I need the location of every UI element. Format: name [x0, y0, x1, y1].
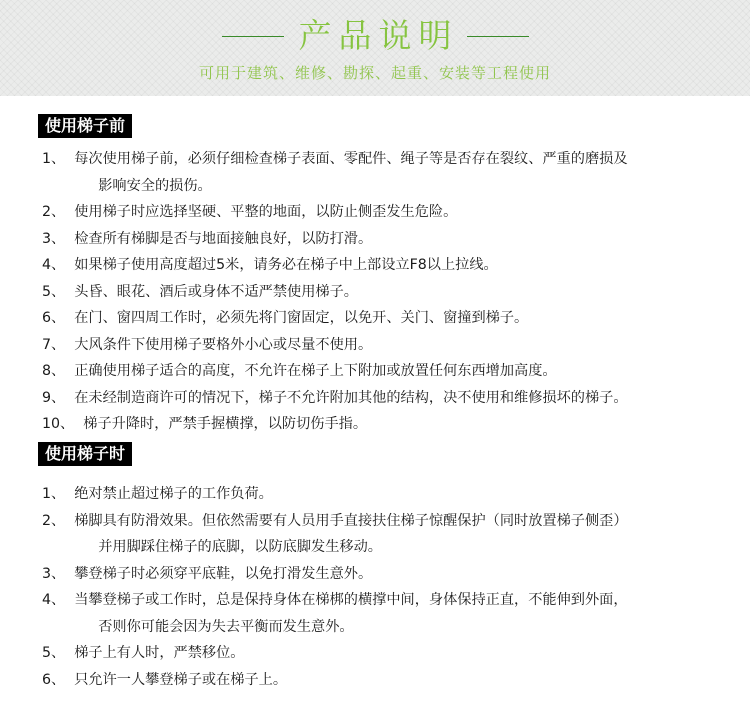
list-item [42, 358, 742, 385]
title-divider-right [467, 36, 529, 37]
list-item-text [74, 332, 742, 359]
list-item [42, 305, 742, 332]
list-item-continuation-line: 并用脚踩住梯子的底脚，以防底脚发生移动。 [98, 539, 382, 555]
title-divider-left [222, 36, 284, 37]
list-item-number: 2、 [42, 512, 75, 529]
list-item [42, 385, 742, 412]
list-item-line: 只允许一人攀登梯子或在梯子上。 [74, 671, 288, 688]
list-item-text [74, 279, 742, 306]
list-item-text [74, 358, 742, 385]
list-item-line: 梯脚具有防滑效果。但依然需要有人员用手直接扶住梯子惊醒保护（同时放置梯子侧歪） [74, 512, 628, 529]
list-item-line: 绝对禁止超过梯子的工作负荷。 [74, 486, 273, 502]
list-item [42, 332, 742, 359]
list-item-text [83, 411, 742, 438]
list-item-line: 在门、窗四周工作时，必须先将门窗固定，以免开、关门、窗撞到梯子。 [74, 310, 529, 326]
section-heading-during-use: 使用梯子时 [38, 442, 132, 466]
before-use-list [42, 146, 742, 438]
list-item-line: 头昏、眼花、酒后或身体不适严禁使用梯子。 [74, 283, 358, 300]
list-item-number: 3、 [42, 565, 75, 582]
list-item-number: 10、 [42, 416, 84, 432]
list-item-number: 7、 [42, 336, 75, 353]
list-item-text [74, 385, 742, 412]
list-item-continuation-line: 否则你可能会因为失去平衡而发生意外。 [98, 618, 354, 635]
list-item-line: 检查所有梯脚是否与地面接触良好，以防打滑。 [74, 230, 373, 247]
list-item-text [74, 305, 742, 332]
list-item [42, 199, 742, 226]
page-subtitle: 可用于建筑、维修、勘探、起重、安装等工程使用 [198, 64, 551, 82]
list-item [42, 146, 742, 199]
list-item [42, 587, 742, 640]
list-item-number: 2、 [42, 204, 75, 220]
list-item-text [74, 226, 742, 253]
list-item-text [74, 640, 742, 667]
during-use-list [42, 481, 742, 693]
list-item-text [74, 667, 742, 694]
list-item [42, 481, 742, 508]
list-item-number: 1、 [42, 486, 75, 502]
list-item-text [74, 508, 742, 561]
list-item-number: 1、 [42, 151, 75, 167]
page-title: 产品说明 [298, 16, 459, 55]
list-item [42, 279, 742, 306]
list-item-line: 使用梯子时应选择坚硬、平整的地面，以防止侧歪发生危险。 [74, 204, 458, 220]
list-item [42, 561, 742, 588]
title-row [0, 14, 750, 58]
header-banner [0, 0, 750, 96]
list-item-text [74, 481, 742, 508]
list-item-continuation-line: 影响安全的损伤。 [98, 177, 212, 194]
list-item [42, 667, 742, 694]
list-item [42, 226, 742, 253]
list-item-line: 梯子上有人时，严禁移位。 [74, 645, 245, 661]
list-item-text [74, 587, 742, 640]
list-item-line: 正确使用梯子适合的高度，不允许在梯子上下附加或放置任何东西增加高度。 [74, 363, 557, 379]
list-item-line: 如果梯子使用高度超过5米，请务必在梯子中上部设立F8以上拉线。 [74, 257, 498, 273]
list-item [42, 411, 742, 438]
list-item-number: 4、 [42, 257, 75, 273]
list-item-number: 4、 [42, 592, 75, 608]
list-item [42, 640, 742, 667]
list-item-line: 每次使用梯子前，必须仔细检查梯子表面、零配件、绳子等是否存在裂纹、严重的磨损及 [74, 151, 628, 167]
list-item-text [74, 252, 742, 279]
list-item-line: 梯子升降时，严禁手握横撑，以防切伤手指。 [83, 416, 368, 432]
list-item-number: 3、 [42, 230, 75, 247]
list-item-number: 8、 [42, 363, 75, 379]
list-item-text [74, 199, 742, 226]
list-item-number: 5、 [42, 645, 75, 661]
list-item-number: 9、 [42, 389, 75, 406]
list-item-line: 在未经制造商许可的情况下，梯子不允许附加其他的结构，决不使用和维修损坏的梯子。 [74, 389, 628, 406]
list-item-number: 5、 [42, 283, 75, 300]
list-item-line: 当攀登梯子或工作时，总是保持身体在梯梆的横撑中间，身体保持正直，不能伸到外面， [74, 592, 628, 608]
list-item-number: 6、 [42, 310, 75, 326]
list-item-line: 大风条件下使用梯子要格外小心或尽量不使用。 [74, 336, 373, 353]
list-item-number: 6、 [42, 671, 75, 688]
list-item-line: 攀登梯子时必须穿平底鞋，以免打滑发生意外。 [74, 565, 373, 582]
list-item-text [74, 146, 742, 199]
list-item [42, 508, 742, 561]
section-heading-before-use: 使用梯子前 [38, 114, 132, 138]
list-item [42, 252, 742, 279]
list-item-text [74, 561, 742, 588]
